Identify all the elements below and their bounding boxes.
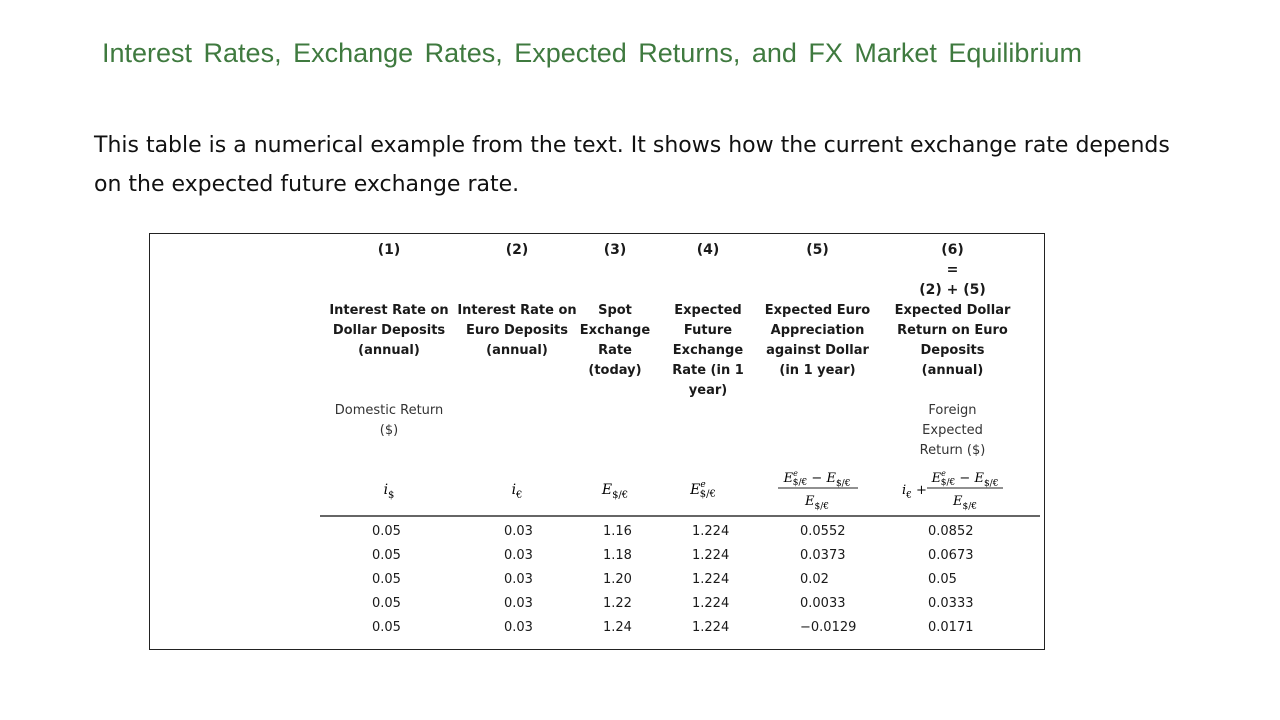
table-row (150, 521, 1044, 545)
column-number: (4) (696, 242, 720, 258)
column-symbol (324, 470, 454, 510)
table-cell: 0.0552 (800, 524, 846, 539)
column-number: (2) (505, 242, 529, 258)
table-cell: 1.224 (692, 548, 730, 563)
table-cell: 1.20 (603, 572, 632, 587)
table-cell: −0.0129 (800, 620, 857, 635)
column-header: Spot Exchange Rate (today) (579, 303, 651, 378)
column-number: (1) (377, 242, 401, 258)
table-cell: 1.18 (603, 548, 632, 563)
table-cell: 0.05 (372, 548, 401, 563)
table-cell: 0.0373 (800, 548, 846, 563)
column-header: Interest Rate on Dollar Deposits (annual) (329, 303, 449, 358)
column-header: Interest Rate on Euro Deposits (annual) (457, 303, 577, 358)
table-row (150, 593, 1044, 617)
column-subheader: Foreign Expected Return ($) (919, 403, 986, 458)
table-cell: 0.0673 (928, 548, 974, 563)
svg-text:E$/€: $E_{\$/€}$ (601, 482, 629, 501)
table-cell: 0.0852 (928, 524, 974, 539)
table-cell: 0.05 (372, 620, 401, 635)
table-cell: 0.0333 (928, 596, 974, 611)
exchange-rate-table (149, 233, 1045, 650)
table-cell: 0.05 (372, 524, 401, 539)
column-header: Expected Dollar Return on Euro Deposits (annual) (894, 303, 1011, 378)
table-cell: 0.03 (504, 524, 533, 539)
table-cell: 1.22 (603, 596, 632, 611)
table-cell: 0.03 (504, 572, 533, 587)
svg-text:Ee$/€ − E$/€: $E^e$ $/€ − $E_{\$/€}$ (931, 469, 999, 489)
svg-text:Ee$/€ − E$/€: $E^e$ $/€ − $E_{\$/€}$ (783, 469, 851, 489)
svg-text:Ee$/€: $E^e$ $/€ (690, 480, 716, 500)
table-row (150, 569, 1044, 593)
svg-text:i€ +: $i_€$ + (902, 483, 927, 501)
table-cell: 0.02 (800, 572, 829, 587)
column-symbol (750, 470, 885, 510)
table-row (150, 617, 1044, 641)
column-number: (5) (806, 242, 829, 258)
header-divider (320, 515, 1040, 517)
table-cell: 0.0033 (800, 596, 846, 611)
column-number: (3) (603, 242, 627, 258)
column-symbol (885, 470, 1020, 510)
table-cell: 0.03 (504, 548, 533, 563)
equals-sign: = (946, 262, 959, 278)
svg-text:i€: $i_€$ (511, 482, 523, 501)
column-number: (6) (941, 242, 964, 258)
table-cell: 1.224 (692, 596, 730, 611)
column-equals (885, 262, 1020, 298)
table-cell: 1.224 (692, 524, 730, 539)
svg-text:E$/€: $E_{\$/€}$ (805, 494, 829, 512)
column-formula: (2) + (5) (919, 282, 986, 298)
table-cell: 1.24 (603, 620, 632, 635)
table-cell: 0.05 (372, 596, 401, 611)
svg-text:E$/€: $E_{\$/€}$ (953, 494, 977, 512)
table-cell: 0.03 (504, 596, 533, 611)
table-cell: 0.03 (504, 620, 533, 635)
table-cell: 0.0171 (928, 620, 974, 635)
slide-title: Interest Rates, Exchange Rates, Expected Returns, and FX Market Equilibrium (102, 38, 1082, 68)
table-row (150, 545, 1044, 569)
table-cell: 1.224 (692, 572, 730, 587)
svg-text:i$: $i_{\$}$ (383, 482, 395, 501)
column-subheader: Domestic Return ($) (334, 403, 444, 438)
column-header: Expected Euro Appreciation against Dollar (in 1 year) (764, 303, 871, 378)
table-cell: 0.05 (928, 572, 957, 587)
table-cell: 1.16 (603, 524, 632, 539)
slide-subtitle: This table is a numerical example from the text. It shows how the current exchange rate depends on the expected future exchange rate. (94, 133, 1170, 197)
column-header: Expected Future Exchange Rate (in 1 year) (672, 303, 744, 398)
table-cell: 1.224 (692, 620, 730, 635)
table-cell: 0.05 (372, 572, 401, 587)
